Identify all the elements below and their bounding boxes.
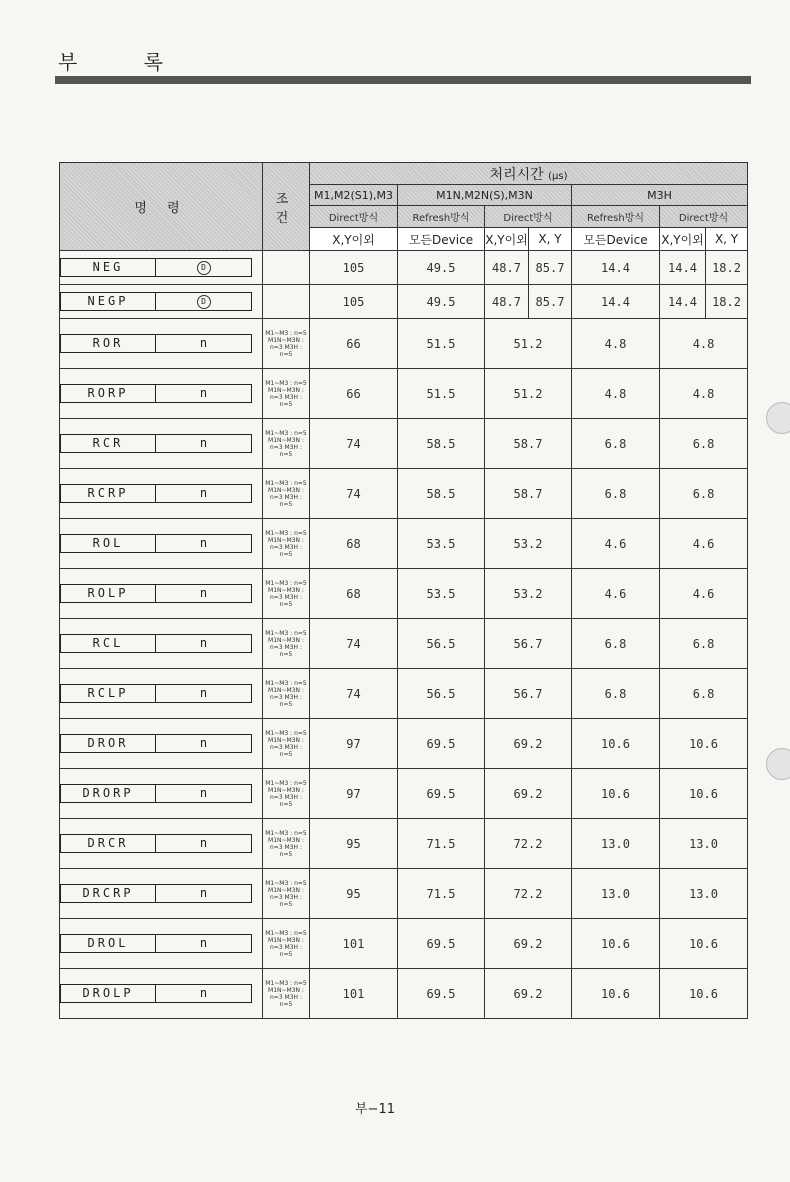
condition-cell: M1~M3 : n=5 M1N~M3N : n=3 M3H : n=5 [263,669,310,719]
time-cell: 101 [310,919,398,969]
time-cell: 6.8 [572,419,660,469]
operand: n [199,786,208,800]
time-cell: 49.5 [398,285,485,319]
time-cell: 95 [310,819,398,869]
time-cell: 10.6 [572,919,660,969]
table-row [60,251,748,285]
command-box [60,484,252,503]
condition-cell: M1~M3 : n=5 M1N~M3N : n=3 M3H : n=5 [263,419,310,469]
command-box [60,584,252,603]
time-cell: 6.8 [572,669,660,719]
condition-cell [263,285,310,319]
command-cell [60,769,263,819]
time-cell: 56.5 [398,619,485,669]
table-row [60,919,748,969]
command-name: RORP [61,385,156,402]
command-cell [60,569,263,619]
condition-cell: M1~M3 : n=5 M1N~M3N : n=3 M3H : n=5 [263,919,310,969]
condition-cell: M1~M3 : n=5 M1N~M3N : n=3 M3H : n=5 [263,319,310,369]
time-cell: 74 [310,619,398,669]
time-cell: 74 [310,469,398,519]
time-cell: 10.6 [660,969,748,1019]
time-cell: 13.0 [660,819,748,869]
time-cell: 85.7 [529,285,572,319]
time-cell: 6.8 [660,469,748,519]
condition-cell [263,251,310,285]
device-header: X,Y이외 [485,228,529,251]
command-box [60,634,252,653]
device-header: X, Y [706,228,748,251]
command-box [60,934,252,953]
device-header: 모든Device [572,228,660,251]
command-cell [60,469,263,519]
time-cell: 72.2 [485,819,572,869]
command-box [60,684,252,703]
time-cell: 53.2 [485,519,572,569]
command-name: NEG [61,259,156,276]
time-cell: 71.5 [398,819,485,869]
time-cell: 10.6 [660,919,748,969]
operand-d-mark: D [197,295,211,309]
operand-cell [156,259,251,276]
device-header: 모든Device [398,228,485,251]
condition-header: 조 건 [263,163,310,251]
time-cell: 10.6 [572,719,660,769]
command-cell [60,869,263,919]
time-cell: 66 [310,319,398,369]
command-cell [60,969,263,1019]
table-row [60,319,748,369]
table-row [60,769,748,819]
command-name: DROLP [61,985,156,1002]
time-cell: 10.6 [572,969,660,1019]
command-header: 명 령 [60,163,263,251]
time-cell: 51.5 [398,369,485,419]
operand: n [199,686,208,700]
time-cell: 51.2 [485,369,572,419]
time-cell: 6.8 [660,619,748,669]
condition-cell: M1~M3 : n=5 M1N~M3N : n=3 M3H : n=5 [263,619,310,669]
mode-header: Refresh방식 [398,206,485,228]
time-cell: 56.7 [485,669,572,719]
command-name: ROL [61,535,156,552]
command-name: RCR [61,435,156,452]
device-header: X,Y이외 [660,228,706,251]
time-cell: 10.6 [660,719,748,769]
time-cell: 56.5 [398,669,485,719]
command-cell [60,819,263,869]
time-cell: 14.4 [572,251,660,285]
command-name: DRCRP [61,885,156,902]
mode-header: Direct방식 [485,206,572,228]
time-cell: 13.0 [660,869,748,919]
condition-cell: M1~M3 : n=5 M1N~M3N : n=3 M3H : n=5 [263,469,310,519]
time-cell: 58.7 [485,469,572,519]
condition-cell: M1~M3 : n=5 M1N~M3N : n=3 M3H : n=5 [263,719,310,769]
time-cell: 51.2 [485,319,572,369]
processing-time-header [310,163,748,185]
operand: n [199,736,208,750]
table-row [60,369,748,419]
command-name: DROR [61,735,156,752]
time-cell: 6.8 [572,619,660,669]
operand: n [199,536,208,550]
group-header: M3H [572,185,748,206]
time-cell: 49.5 [398,251,485,285]
time-cell: 69.2 [485,719,572,769]
command-box [60,258,252,277]
time-cell: 4.6 [572,569,660,619]
time-cell: 53.5 [398,519,485,569]
operand: n [199,886,208,900]
operand: n [199,936,208,950]
time-cell: 51.5 [398,319,485,369]
operand: n [199,336,208,350]
time-cell: 69.5 [398,719,485,769]
processing-time-unit: (μs) [548,170,568,182]
group-header: M1N,M2N(S),M3N [398,185,572,206]
time-cell: 95 [310,869,398,919]
operand: n [199,436,208,450]
time-cell: 74 [310,669,398,719]
command-cell [60,919,263,969]
time-cell: 4.6 [660,569,748,619]
time-cell: 53.5 [398,569,485,619]
time-cell: 69.2 [485,769,572,819]
mode-header: Direct방식 [660,206,748,228]
binder-hole [766,748,790,780]
time-cell: 69.2 [485,919,572,969]
command-box [60,984,252,1003]
command-cell [60,719,263,769]
command-box [60,834,252,853]
time-cell: 18.2 [706,251,748,285]
table-row [60,969,748,1019]
time-cell: 6.8 [660,419,748,469]
condition-cell: M1~M3 : n=5 M1N~M3N : n=3 M3H : n=5 [263,969,310,1019]
command-box [60,534,252,553]
mode-header: Direct방식 [310,206,398,228]
time-cell: 14.4 [660,251,706,285]
time-cell: 48.7 [485,251,529,285]
command-name: DRORP [61,785,156,802]
device-header: X, Y [529,228,572,251]
command-box [60,292,252,311]
time-cell: 4.8 [660,319,748,369]
table-row [60,569,748,619]
time-cell: 97 [310,769,398,819]
table-row [60,469,748,519]
time-cell: 68 [310,519,398,569]
condition-cell: M1~M3 : n=5 M1N~M3N : n=3 M3H : n=5 [263,769,310,819]
command-name: DROL [61,935,156,952]
command-name: ROR [61,335,156,352]
processing-time-label: 처리시간 [489,166,544,183]
command-cell [60,519,263,569]
operand: n [199,836,208,850]
operand: n [199,636,208,650]
command-name: RCLP [61,685,156,702]
command-name: NEGP [61,293,156,310]
time-cell: 69.2 [485,969,572,1019]
command-box [60,334,252,353]
time-cell: 74 [310,419,398,469]
time-cell: 58.7 [485,419,572,469]
command-name: RCL [61,635,156,652]
time-cell: 6.8 [572,469,660,519]
command-box [60,784,252,803]
time-cell: 58.5 [398,469,485,519]
time-cell: 97 [310,719,398,769]
command-cell [60,251,263,285]
time-cell: 101 [310,969,398,1019]
instruction-timing-table [59,162,748,1019]
page-number: 부−11 [355,1102,395,1117]
time-cell: 13.0 [572,819,660,869]
command-cell [60,619,263,669]
time-cell: 4.6 [572,519,660,569]
condition-cell: M1~M3 : n=5 M1N~M3N : n=3 M3H : n=5 [263,569,310,619]
time-cell: 4.8 [660,369,748,419]
command-cell [60,319,263,369]
operand: n [199,986,208,1000]
table-row [60,519,748,569]
time-cell: 14.4 [572,285,660,319]
operand-cell [156,293,251,310]
condition-cell: M1~M3 : n=5 M1N~M3N : n=3 M3H : n=5 [263,869,310,919]
time-cell: 58.5 [398,419,485,469]
time-cell: 66 [310,369,398,419]
time-cell: 105 [310,251,398,285]
table-row [60,669,748,719]
time-cell: 69.5 [398,919,485,969]
table-row [60,869,748,919]
table-row [60,285,748,319]
time-cell: 72.2 [485,869,572,919]
time-cell: 10.6 [572,769,660,819]
time-cell: 13.0 [572,869,660,919]
binder-hole [766,402,790,434]
time-cell: 105 [310,285,398,319]
time-cell: 85.7 [529,251,572,285]
time-cell: 10.6 [660,769,748,819]
time-cell: 48.7 [485,285,529,319]
time-cell: 56.7 [485,619,572,669]
time-cell: 69.5 [398,769,485,819]
time-cell: 69.5 [398,969,485,1019]
command-name: DRCR [61,835,156,852]
time-cell: 14.4 [660,285,706,319]
time-cell: 4.6 [660,519,748,569]
command-box [60,734,252,753]
time-cell: 68 [310,569,398,619]
operand: n [199,586,208,600]
time-cell: 71.5 [398,869,485,919]
operand-d-mark: D [197,261,211,275]
condition-cell: M1~M3 : n=5 M1N~M3N : n=3 M3H : n=5 [263,819,310,869]
condition-cell: M1~M3 : n=5 M1N~M3N : n=3 M3H : n=5 [263,519,310,569]
time-cell: 18.2 [706,285,748,319]
operand: n [199,486,208,500]
mode-header: Refresh방식 [572,206,660,228]
table-row [60,619,748,669]
condition-cell: M1~M3 : n=5 M1N~M3N : n=3 M3H : n=5 [263,369,310,419]
command-name: RCRP [61,485,156,502]
table-row [60,819,748,869]
command-box [60,884,252,903]
time-cell: 4.8 [572,319,660,369]
table-row [60,719,748,769]
page-header-title: 부 록 [58,50,193,74]
command-cell [60,369,263,419]
header-divider [55,76,751,84]
table-row [60,419,748,469]
operand: n [199,386,208,400]
group-header: M1,M2(S1),M3 [310,185,398,206]
time-cell: 53.2 [485,569,572,619]
command-box [60,434,252,453]
command-cell [60,419,263,469]
command-cell [60,285,263,319]
command-name: ROLP [61,585,156,602]
command-cell [60,669,263,719]
time-cell: 6.8 [660,669,748,719]
device-header: X,Y이외 [310,228,398,251]
time-cell: 4.8 [572,369,660,419]
command-box [60,384,252,403]
